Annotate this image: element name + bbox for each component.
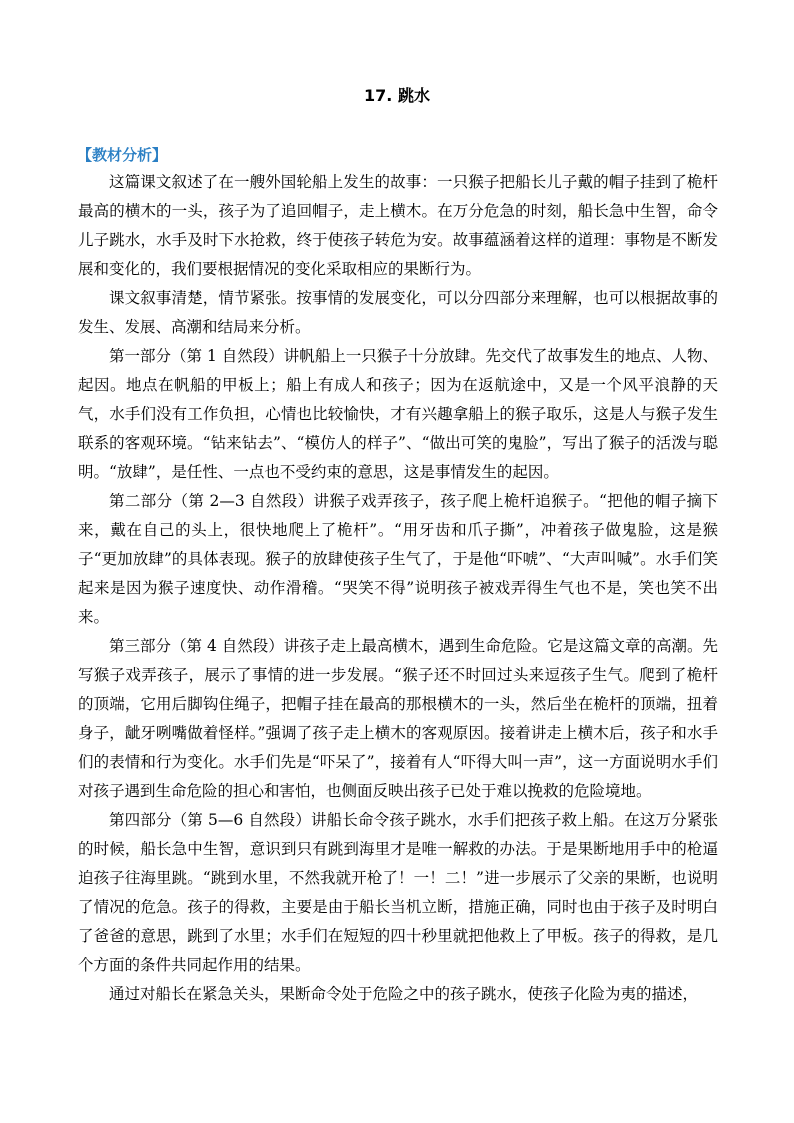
paragraph-intro: 这篇课文叙述了在一艘外国轮船上发生的故事：一只猴子把船长儿子戴的帽子挂到了桅杆最高的横木的一头，孩子为了追回帽子，走上横木。在万分危急的时刻，船长急中生智，命令儿子跳水，水手及时下水抢救，终于使孩子转危为安。故事蕴涵着这样的道理：事物是不断发展和变化的，我们要根据情况的变化采取相应的果断行为。 [78, 173, 718, 278]
paragraph-structure: 课文叙事清楚，情节紧张。按事情的发展变化，可以分四部分来理解，也可以根据故事的发生、发展、高潮和结局来分析。 [78, 289, 718, 336]
paragraph-part-four: 第四部分（第 5—6 自然段）讲船长命令孩子跳水，水手们把孩子救上船。在这万分紧张的时候，船长急中生智，意识到只有跳到海里才是唯一解救的办法。于是果断地用手中的枪逼迫孩子往海里跳。“跳到水里，不然我就开枪了！一！二！”进一步展示了父亲的果断，也说明了情况的危急。孩子的得救，主要是由于船长当机立断，措施正确，同时也由于孩子及时明白了爸爸的意思，跳到了水里；水手们在短短的四十秒里就把他救上了甲板。孩子的得救，是几个方面的条件共同起作用的结果。 [78, 811, 718, 974]
paragraph-conclusion: 通过对船长在紧急关头，果断命令处于危险之中的孩子跳水，使孩子化险为夷的描述， [109, 985, 699, 1003]
page-title: 17. 跳水 [364, 86, 430, 105]
paragraph-part-three: 第三部分（第 4 自然段）讲孩子走上最高横木，遇到生命危险。它是这篇文章的高潮。先写猴子戏弄孩子，展示了事情的进一步发展。“猴子还不时回过头来逗孩子生气。爬到了桅杆的顶端，它用后脚钩住绳子，把帽子挂在最高的那根横木的一头，然后坐在桅杆的顶端，扭着身子，龇牙咧嘴做着怪样。”强调了孩子走上横木的客观原因。接着讲走上横木后，孩子和水手们的表情和行为变化。水手们先是“吓呆了”，接着有人“吓得大叫一声”，这一方面说明水手们对孩子遇到生命危险的担心和害怕，也侧面反映出孩子已处于难以挽救的危险境地。 [78, 637, 718, 800]
paragraph-part-one: 第一部分（第 1 自然段）讲帆船上一只猴子十分放肆。先交代了故事发生的地点、人物、起因。地点在帆船的甲板上；船上有成人和孩子；因为在返航途中，又是一个风平浪静的天气，水手们没有工作负担，心情也比较愉快，才有兴趣拿船上的猴子取乐，这是人与猴子发生联系的客观环境。“钻来钻去”、“模仿人的样子”、“做出可笑的鬼脸”，写出了猴子的活泼与聪明。“放肆”，是任性、一点也不受约束的意思，这是事情发生的起因。 [78, 347, 718, 481]
paragraph-part-two: 第二部分（第 2—3 自然段）讲猴子戏弄孩子，孩子爬上桅杆追猴子。“把他的帽子摘下来，戴在自己的头上，很快地爬上了桅杆”。“用牙齿和爪子撕”，冲着孩子做鬼脸，这是猴子“更加放肆”的具体表现。猴子的放肆使孩子生气了，于是他“吓唬”、“大声叫喊”。水手们笑起来是因为猴子速度快、动作滑稽。“哭笑不得”说明孩子被戏弄得生气也不是，笑也笑不出来。 [78, 492, 718, 626]
body-text [78, 168, 718, 1009]
section-heading: 【教材分析】 [77, 146, 168, 164]
